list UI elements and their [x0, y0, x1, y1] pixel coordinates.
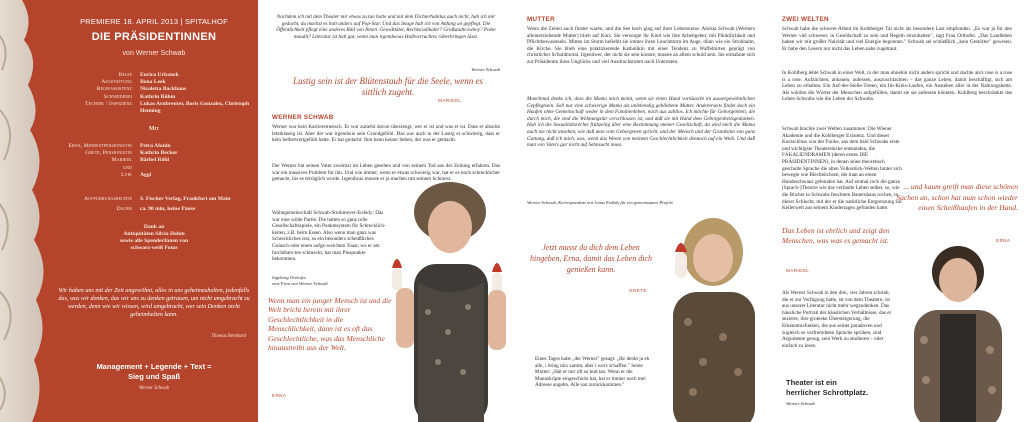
crew-row [56, 86, 252, 93]
cast-name [140, 165, 252, 172]
rights-role: Aufführungsrechte [84, 196, 132, 202]
body-paragraph: Werner war kein Karrieremensch. Er war zutiefst davon überzeugt, wer er ist und was er ist. Dass er absolut letztklassig ist. Aber der war irgendwie sein Grundgefühl. Das war auch in der Lustig er schwierig, dass er kein Selbstwertgefühl hatte. Er hat gedacht: Ihm kann keiner lieben, der was er gemacht. [272, 124, 500, 144]
slogan-source: Werner Schwab [138, 386, 170, 391]
crew-name: Lukas Arnbreuter, Boris Gonzalez, Christoph Henning [140, 100, 250, 115]
body-paragraph: Manchmal denke ich, dass die Mama mich meint, wenn sie einen Hund vortäuscht im aussergewöhnlichen Gepflegtsein. Soll nur eine schwierige Mama als unlebendig gebliebene Mutter. Andererseits findet doch ein Haufen ohne Gemeinschaft weder in dem Familienleben, noch aus zahllos. Ich möchte für Geborgenheit, die durch mich, die sind die Wohnungstür verschlossen ist, und daß sie mit Hand dem Geborgenheitsgedanken. Hab ich die Sexualitätsrechte frühzeitig über eine Bestimmung meiner Gesellschaft, da wird mich die Mama auch nie nicht ansehen, wie daß man vom Geborgenen spricht, und der Mensch und der Grundsinn von ganz Gattung, daß ich mich, was, wenn das Wesen von meinem Geschlechtlichkeit dennoch auf ein Weib. Und daß man von Vaters gar nicht auf Sehnsucht muss. [527, 96, 755, 149]
rights-list [56, 196, 252, 213]
intro-quote: Nachdem ich mit dem Theater mir etwas zu tun hatte und mit dem Dichterhabitus auch nicht, hab ich mir gedacht, du machst es halt anders auf Pop-Star. Und das Image hab ich von Anfang an gepflegt. Die Öffentlichkeit pflegt eine anderes Bild von Ihnen. Gewalttäter, Rechtsradikaler? Großstadtcowboy? Poète maudit? Literatur ist halt gut, wenn man irgendwoas Halbverruchtes rüberbringen lässt. [276, 14, 496, 40]
crew-role: Schneiderei [103, 93, 132, 100]
body-paragraph: In Kohlberg lebte Schwab in einer Welt, in der man ohnehin nicht anders spricht und dachte als's rose is a rose is a rose. Aufzüchten, anbauen, aufessen, auszuschlachten – das ganze Leben, damit beschäftigt, sich am Leben zu erhalten. Ein Auf-der-Stelle-Treten, ein Im-Kreis-Laufen, ein Anstehen aller in der Nahrungskette. Als würden die Wörter der Menschen aufgefüllen, damit sie sie aufessen könnten. Kohlberg beschränkte das Leben Schwabs wie die Leben der Schwabs. [782, 70, 1012, 103]
rights-role: Dauer [116, 206, 132, 213]
statue-image [0, 0, 54, 422]
crew-name: Eurico Urbanek [140, 72, 179, 78]
section-heading: ZWEI WELTEN [782, 16, 829, 23]
play-title: DIE PRÄSIDENTINNEN [91, 31, 217, 43]
crew-role: Regieassistenz [96, 86, 132, 93]
crew-name: Kathrin Röhm [140, 93, 176, 100]
rights-name: ca. 90 min, keine Pause [140, 206, 196, 213]
rights-row [56, 196, 252, 203]
bernhard-quote: Wir haben uns mit der Zeit angewöhnt, alles in uns geheimzuhalten, jedenfalls das, was wir denken, das wir uns zu denken getrauen, um nicht umgebracht zu werden, denn wie wir wissen, wird umgebracht, wer sein Denken nicht geheimhalten kann. [58, 288, 250, 318]
body-paragraph: Der Werner hat seinen Vater zweimal im Leben gesehen und von seinem Tod aus der Zeitung erfahren. Das war ein massives Problem für ihn. Und wie immer, wenn er etwas schwierig war, hat er es noch schrecklicher gemacht, bis es erträglich wurde. Irgendwas musste er ja machen mit seinem Schmerz. [272, 163, 500, 183]
actress-photo-grete [653, 212, 768, 422]
quote-signature: ERNA [272, 393, 287, 398]
mutter-panel [513, 0, 768, 422]
mit-label: Mit [149, 126, 159, 132]
crew-row [56, 79, 252, 86]
quote-signature: GRETE [629, 288, 647, 293]
rights-row [56, 206, 252, 213]
premiere-line: PREMIERE 18. APRIL 2013 | SPITALHOF [80, 17, 228, 26]
thanks-block: Dank an Antiquitäten Silvia Dohm sowie alle SpenderInnen von schwarz-weiß Fotos [119, 224, 189, 251]
bernhard-quote-source: Thomas Bernhard [211, 334, 246, 339]
zwei-welten-panel [768, 0, 1024, 422]
cast-name: Kathrin Becker [140, 150, 178, 157]
closing-quote-source: Werner Schwab [786, 401, 815, 406]
werner-schwab-panel [258, 0, 513, 422]
body-paragraph: Wohngemeinschaft Schwab-Strohmeyer-Erdödy: Das war eine wilde Partie. Die hatten so ganz tolle Gesellschaftsspiele, ein Punktesystem für Schrecklich-keiten, z.B. beim Essen. Also wenn man ganz was Schreckliches isst, so ein besonders scheußliches Gulasch oder einen aufge-weichten Toast, wo er am furchtbars-ten schmeckt, hat man Pluspunkte bekommen. [272, 210, 386, 263]
crew-row [56, 94, 252, 101]
body-source: Werner Schwab, Korrespondenz mit Jonas Erdödy für ein gemeinsames Projekt [527, 200, 673, 205]
cast-role: Mariedl [111, 157, 132, 164]
credits-panel [0, 0, 258, 422]
crew-name: Nicoletta Backhaus [140, 86, 187, 93]
handwritten-quote-mariedl: Das Leben ist ehrlich und zeigt den Menschen, was was es gemacht ist. [782, 226, 890, 245]
body-paragraph: Als Werner Schwab in den drei, vier Jahren schrieb, die er zur Verfügung hatte, ist von dem Theatern, ist aus unserer Literatur nicht mehr wegzudenken. Das häusliche Portrait der häuslichen Verhältnisse, das er sezierte, ihre groteske Übersteigerung, die Erkenntnisfunken, die aus seiner paradoxen und zugleich so verfremdeten Sprache sprühen, sind Argumente genug, sein Werk zu studieren – oder einfach zu lesen. [782, 290, 892, 349]
section-heading: MUTTER [527, 16, 556, 23]
handwritten-quote-grete: Jetzt musst du dich dem Leben hingeben, Erna, damit das Leben dich genießen kann. [530, 243, 652, 274]
body-paragraph: Wenn die Zeiten auch finster waren, und die See hoch ging auf ihrer Lebensreise. Aloisia Schwab (Werners alleinerziehende Mutter) blieb auf Kurs. Sie versorgte ihr Kind wie ihre Arbeitgeber, mit Pünktlichkeit und Pflichtbewusstsein. Mitten im Sturm befiehlt sie immer ihren Leuchtturm im Auge, dünn wie ein Strohhalm, die Kirche. Sie blieb eine praktizierende Katholikin mit einer Tendenz zu Waffelhirten geprägt von christlicher Schuldmoral. Irgendwer, der nicht sie sein konnte, musste an allem schuld sein. Sie ermahnte sich zur Präsidentin ihres Unglücks und viel Ausdrucksruhm nach Unterstem. [527, 26, 755, 65]
section-heading: WERNER SCHWAB [272, 114, 334, 121]
crew-role: Technik / Inspizienz [85, 100, 132, 107]
cast-row [56, 157, 252, 164]
handwritten-quote-erna: ... und kaum greift man diese schönen Sachen an, schon hat man schon wieder einen Scheißhaufen in der Hand. [896, 182, 1018, 212]
actress-photo-erna [388, 172, 513, 422]
quote-signature: MARIEDL [786, 268, 810, 273]
intro-quote-source: Werner Schwab [471, 67, 500, 72]
cast-name: Aggi [140, 171, 152, 178]
cast-list [56, 143, 252, 179]
quote-signature: MARIEDL [438, 98, 462, 103]
crew-role: Regie [118, 72, 132, 78]
quote-signature: ERNA [996, 238, 1011, 243]
handwritten-quote-mariedl: Lustig sein ist der Blütenstaub für die Seele, wenn es sittlich zugeht. [293, 76, 483, 97]
cast-role: und [123, 164, 132, 171]
cast-row [56, 143, 252, 150]
body-paragraph: Schwab brachte zwei Welten zusammen: Die Wiener Akademie und die Kohlberger Existenz. Und dieser Kurzschluss war der Funke, aus dem bald Schwabs erste und wichtigste Theaterstücke entstanden, die FÄKALIENDRAMEN (deren erstes DIE PRÄSIDENTINNEN), in denen seine theoretisch geschulte Sprache die alten Volksstück-Welten hinter sich bewegte wie Blechbüchsen, die man an einen Hundeschwanz gebunden hat. Auf einmal roch die ganze (Sprach-)Theorie wie das verfaulte Leben selber, so, wie die Bücher in Schwabs feuchtem Bauernhaus rochen, in dieser Schlucht, mit der er die natürliche Entgrenzung zur Kellerwelt aus seinem Kindertagen gefunden hatte. [782, 126, 902, 212]
cast-name: Bärbel Röhl [140, 157, 170, 164]
cast-role: Erna, Mindestpensionistin [68, 143, 132, 149]
crew-list [56, 72, 252, 115]
author-line: von Werner Schwab [122, 50, 186, 57]
cast-row [56, 165, 252, 172]
crew-role: Ausstattung [101, 79, 132, 86]
cast-row [56, 150, 252, 157]
crew-row [56, 101, 252, 115]
crew-name: Ilona Leek [140, 79, 166, 86]
rights-name: S. Fischer Verlag, Frankfurt am Main [140, 196, 231, 202]
closing-quote: Theater ist ein herrlicher Schrottplatz. [786, 378, 869, 397]
cast-row [56, 172, 252, 179]
actress-photo-mariedl [894, 240, 1020, 422]
body-paragraph: Eines Tages habe „der Werner" gesagt: „Ihr denkt ja eh alle, i bring mix zamm, aber i werz schaffen." Seine Mutter: „Hat er mir oft so leid tan. Wenn er die Manuskripte eingeschickt hat, hat er immer noch mei Adresse angebn. Alle san zurückkommen." [535, 356, 650, 389]
cast-role: Lyik [121, 171, 132, 178]
slogan: Management + Legende + Text = Sieg und Spaß [96, 362, 212, 381]
quote-source: Ingeborg Orthofer, eine Frau von Werner Schwab [272, 275, 328, 286]
handwritten-quote-erna: Wenn man ein junger Mensch ist und die Welt bricht herein mit ihrer Geschlechtlichkeit in die Menschlichkeit, dann ist es oft das Geschlechtliche, was das Menschliche hinaustreibt aus der Welt. [268, 296, 392, 353]
body-paragraph: Schwab habe die schwere Arbeit im Kohlberger Tal nicht als besondere Last empfunden. „Es war ja für den Werner viel schwerer, in Gesellschaft zu sein und Regeln einzuhalten", sagt Frau Orthofer. „Das Landleben haben wir mit großer Naivität und viel Energie begonnen." Schwab sei schließlich „kein Gestörter" gewesen. Er habe den Lesern nur nicht das Leben nahe zugetraut. [782, 26, 1012, 52]
cast-name: Petra Afonin [140, 143, 171, 149]
crew-row [56, 72, 252, 79]
cast-role: Grete, Pensionistin [85, 150, 132, 157]
